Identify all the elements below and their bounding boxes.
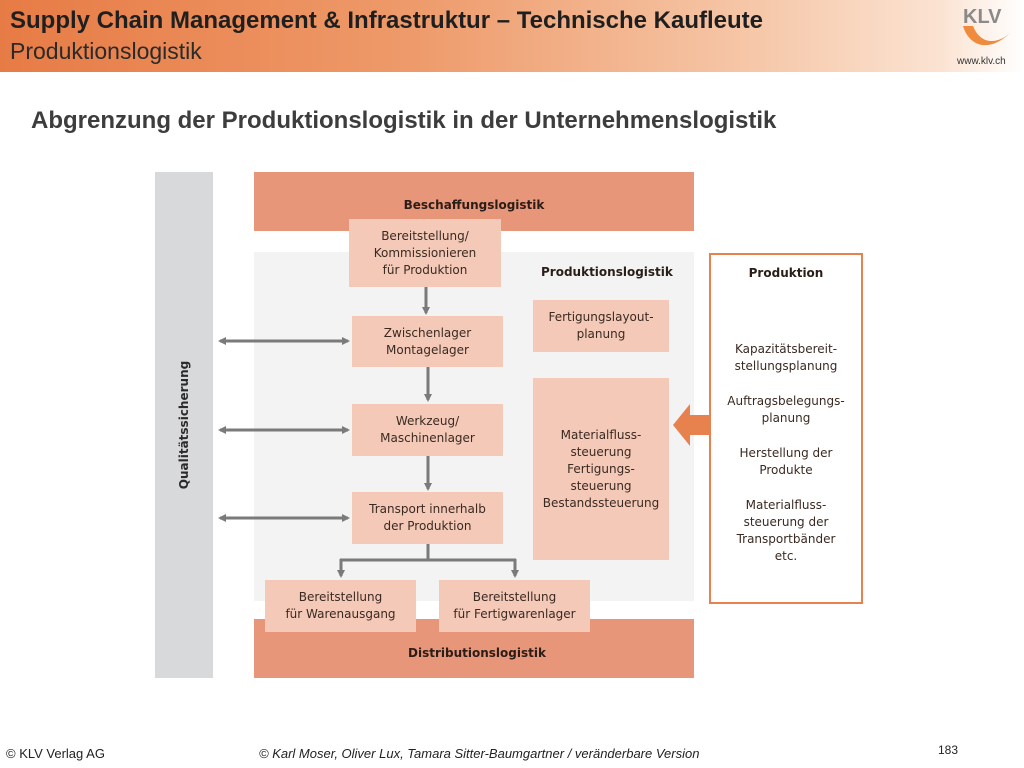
production-input-arrow <box>673 404 709 446</box>
production-item: Herstellung der Produkte <box>739 446 833 477</box>
production-box <box>709 253 863 604</box>
layout-planning-box: Fertigungslayout- planung <box>533 300 669 352</box>
footer-copyright: © KLV Verlag AG <box>6 746 105 761</box>
logo-text: KLV <box>963 6 1002 28</box>
flow-box-internal-transport: Transport innerhalb der Produktion <box>352 492 503 544</box>
flow-box-finished-goods-provision: Bereitstellung für Fertigwarenlager <box>439 580 590 632</box>
presentation-title: Supply Chain Management & Infrastruktur – Technische Kaufleute <box>10 7 764 34</box>
production-item: Kapazitätsbereit- stellungsplanung <box>734 342 838 373</box>
flow-box-intermediate-storage: Zwischenlager Montagelager <box>352 316 503 367</box>
page-number: 183 <box>938 743 959 757</box>
production-title: Produktion <box>748 266 824 280</box>
production-logistics-label: Produktionslogistik <box>541 265 673 279</box>
flow-box-tool-storage: Werkzeug/ Maschinenlager <box>352 404 503 456</box>
control-box: Materialfluss- steuerung Fertigungs- steuerung Bestandssteuerung <box>533 378 669 560</box>
production-item: Materialfluss- steuerung der Transportbänder etc. <box>736 498 836 563</box>
quality-assurance-label: Qualitätssicherung <box>177 360 191 490</box>
flow-box-provisioning: Bereitstellung/ Kommissionieren für Produktion <box>349 219 501 287</box>
distribution-label: Distributionslogistik <box>408 646 546 660</box>
flow-box-shipping-provision: Bereitstellung für Warenausgang <box>265 580 416 632</box>
production-item: Auftragsbelegungs- planung <box>727 394 845 425</box>
slide-heading: Abgrenzung der Produktionslogistik in der Unternehmenslogistik <box>31 107 777 134</box>
logo-url: www.klv.ch <box>957 56 1006 67</box>
procurement-label: Beschaffungslogistik <box>403 198 545 212</box>
footer-authors: © Karl Moser, Oliver Lux, Tamara Sitter-Baumgartner / veränderbare Version <box>259 746 700 761</box>
presentation-subtitle: Produktionslogistik <box>10 38 202 64</box>
